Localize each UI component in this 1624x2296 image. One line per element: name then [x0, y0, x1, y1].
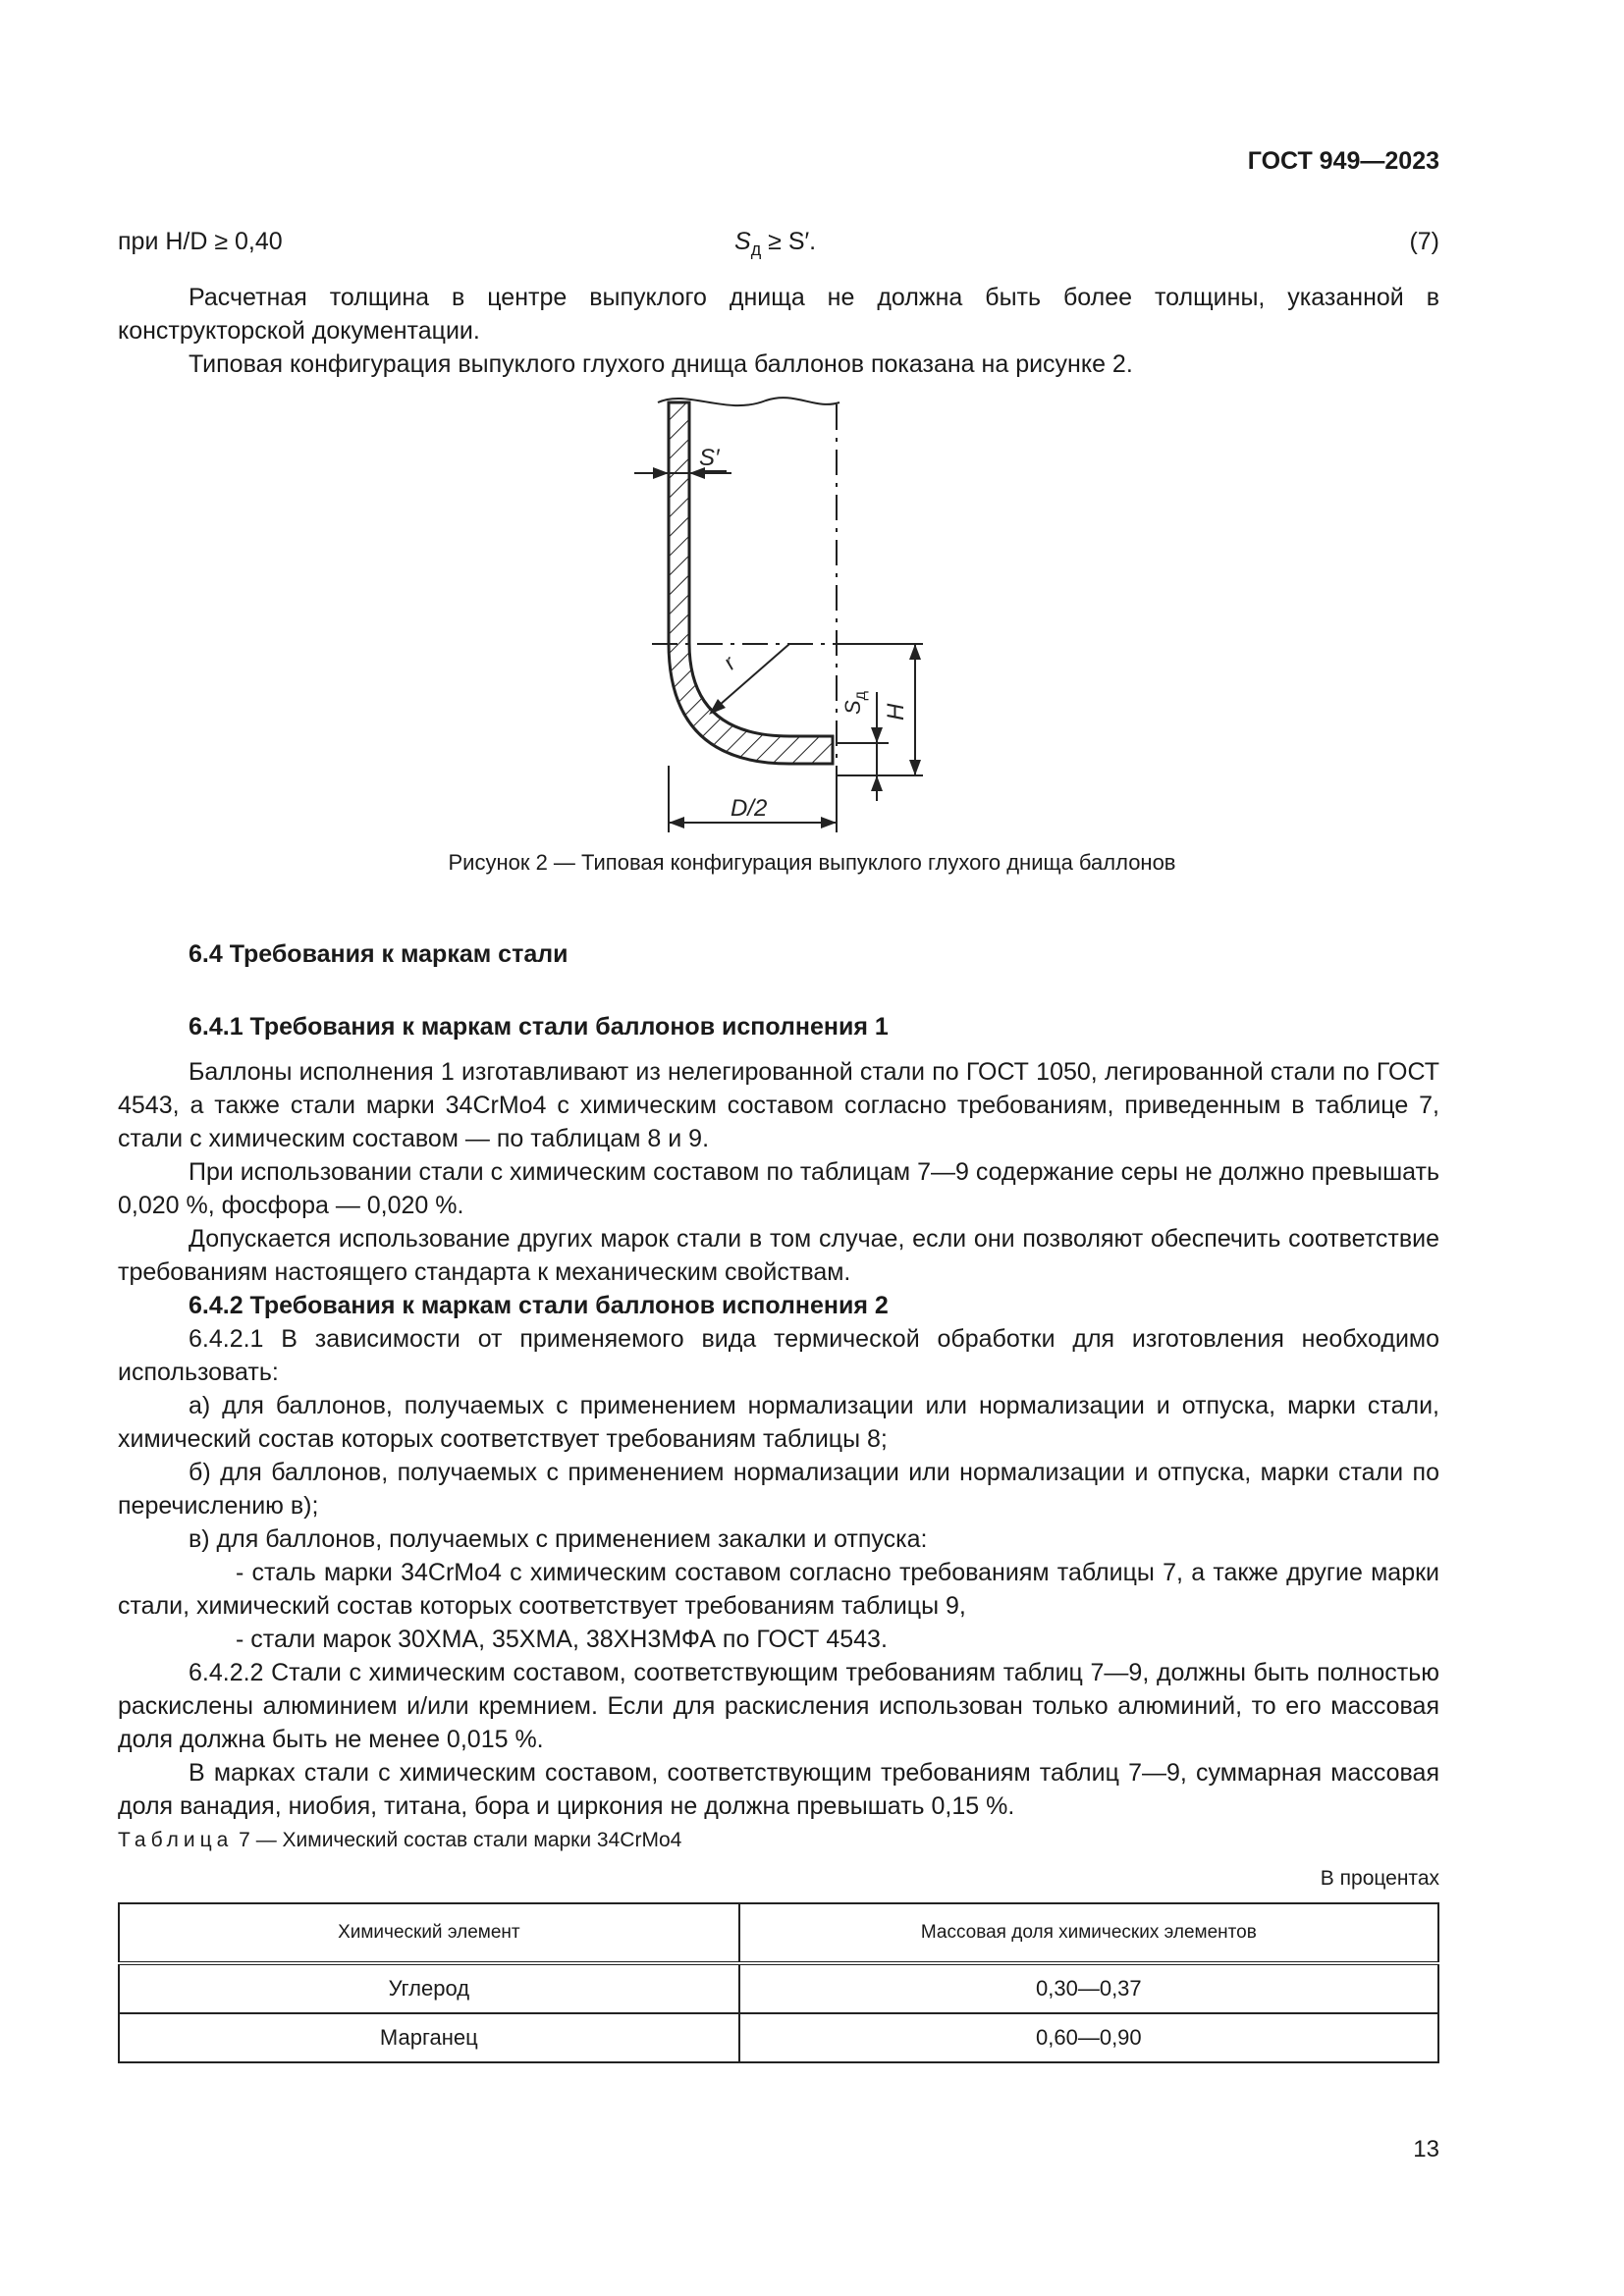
page-number: 13 — [1413, 2136, 1439, 2163]
figure-caption: Рисунок 2 — Типовая конфигурация выпуклого глухого днища баллонов — [448, 850, 1176, 875]
formula-s-subscript: д — [750, 240, 762, 259]
section-6-4-title: 6.4 Требования к маркам стали — [189, 940, 568, 968]
section-6-4-1-paragraph-2: При использовании стали с химическим составом по таблицам 7—9 содержание серы не должно превышать 0,020 %, фосфора — 0,020 %. — [118, 1158, 1439, 1219]
label-r: r — [718, 651, 740, 674]
table-7-unit: В процентах — [1320, 1867, 1439, 1890]
table-7 — [118, 1902, 1439, 2063]
list-item-a: а) для баллонов, получаемых с применением нормализации или нормализации и отпуска, марки стали, химический состав которых соответствует требованиям таблицы 8; — [118, 1392, 1439, 1453]
section-6-4-1-paragraph-3: Допускается использование других марок стали в том случае, если они позволяют обеспечить соответствие требованиям настоящего стандарта к механическим свойствам. — [118, 1225, 1439, 1286]
section-6-4-2-2: 6.4.2.2 Стали с химическим составом, соответствующим требованиям таблиц 7—9, должны быть полностью раскислены алюминием и/или кремнием. Если для раскисления использован только алюминий, то его массовая доля должна быть не менее 0,015 %. — [118, 1659, 1439, 1753]
label-h: H — [883, 703, 909, 721]
table-cell: Углерод — [119, 1963, 739, 2013]
section-6-4-1-paragraph-1: Баллоны исполнения 1 изготавливают из нелегированной стали по ГОСТ 1050, легированной стали по ГОСТ 4543, а также стали марки 34CrMo4 с химическим составом согласно требованиям, приведенным в таблице 7, стали с химическим составом — по таблицам 8 и 9. — [118, 1058, 1439, 1152]
figure-2-drawing — [0, 0, 1624, 883]
table-7-caption-rest: 7 — Химический состав стали марки 34CrMo4 — [233, 1829, 682, 1851]
formula-expression-rest: ≥ S′. — [761, 228, 817, 255]
table-row — [119, 2013, 1438, 2062]
formula-condition: при H/D ≥ 0,40 — [118, 228, 283, 255]
section-6-4-1-title: 6.4.1 Требования к маркам стали баллонов исполнения 1 — [189, 1013, 889, 1041]
label-sd-sub: д — [852, 690, 869, 701]
label-s-prime: S′ — [699, 445, 720, 471]
label-d2: D/2 — [731, 795, 768, 822]
section-6-4-2-1: 6.4.2.1 В зависимости от применяемого вида термической обработки для изготовления необходимо использовать: — [118, 1325, 1439, 1386]
formula-s-symbol: S — [734, 228, 751, 255]
dash-item-2: - стали марок 30ХМА, 35ХМА, 38ХН3МФА по ГОСТ 4543. — [236, 1626, 888, 1653]
section-6-4-2-2-paragraph-2: В марках стали с химическим составом, соответствующим требованиям таблиц 7—9, суммарная массовая доля ванадия, ниобия, титана, бора и циркония не должна превышать 0,15 %. — [118, 1759, 1439, 1820]
label-sd — [840, 690, 869, 715]
section-6-4-2-title: 6.4.2 Требования к маркам стали баллонов исполнения 2 — [189, 1292, 889, 1319]
paragraph-figure-ref: Типовая конфигурация выпуклого глухого днища баллонов показана на рисунке 2. — [189, 350, 1133, 378]
table-cell: 0,60—0,90 — [739, 2013, 1438, 2062]
hatched-wall-section — [669, 402, 833, 764]
label-sd-main: S — [840, 700, 865, 715]
document-header-id: ГОСТ 949—2023 — [1247, 147, 1439, 175]
formula-number: (7) — [1409, 228, 1439, 255]
table-row — [119, 1963, 1438, 2013]
table-7-caption — [118, 1829, 681, 1852]
table-header-row — [119, 1903, 1438, 1963]
table-cell: Марганец — [119, 2013, 739, 2062]
table-7-caption-word: Таблица — [118, 1829, 234, 1851]
dash-item-1: - сталь марки 34CrMo4 с химическим составом согласно требованиям таблицы 7, а также другие марки стали, химический состав которых соответствует требованиям таблицы 9, — [118, 1559, 1439, 1620]
table-header-cell: Химический элемент — [119, 1903, 739, 1963]
table-header-cell: Массовая доля химических элементов — [739, 1903, 1438, 1963]
list-item-v: в) для баллонов, получаемых с применением закалки и отпуска: — [189, 1525, 928, 1553]
table-cell: 0,30—0,37 — [739, 1963, 1438, 2013]
paragraph-thickness: Расчетная толщина в центре выпуклого днища не должна быть более толщины, указанной в конструкторской документации. — [118, 284, 1439, 345]
list-item-b: б) для баллонов, получаемых с применением нормализации или нормализации и отпуска, марки стали по перечислению в); — [118, 1459, 1439, 1520]
